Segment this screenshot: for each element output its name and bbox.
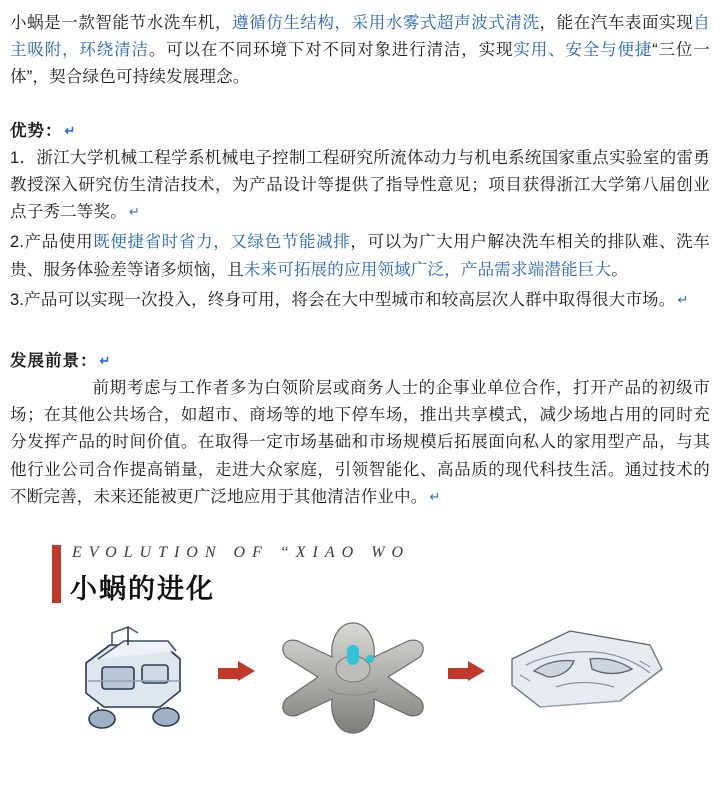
advantage-1-text: 1．浙江大学机械工程学系机械电子控制工程研究所流体动力与机电系统国家重点实验室的雷勇教授深入研究仿生清洁技术，为产品设计等提供了指导性意见；项目获得浙江大学第八届创业点子秀二等奖。: [10, 148, 710, 222]
figure-accent-bar: [52, 545, 61, 603]
advantage-2-seg-1: 既便捷省时省力，又绿色节能减排: [93, 233, 351, 252]
advantage-item-1: [10, 145, 710, 227]
prospect-body-text: 前期考虑与工作者多为白领阶层或商务人士的企事业单位合作，打开产品的初级市场；在其他公共场合，如超市、商场等的地下停车场，推出共享模式，减少场地占用的同时充分发挥产品的时间价值。在取得一定市场基础和市场规模后拓展面向私人的家用型产品，与其他行业公司合作提高销量，走进大众家庭，引领智能化、高品质的现代科技生活。通过技术的不断完善，未来还能被更广泛地应用于其他清洁作业中。: [10, 378, 710, 506]
intro-seg-4: 。可以在不同环境下对不同对象进行清洁，实现: [148, 41, 514, 60]
intro-seg-6: “三位一体”，契合绿色可持续发展理念。: [10, 41, 710, 87]
concept-sketch-flat-shell-device-icon: [500, 615, 675, 735]
pilcrow-mark: ↵: [64, 122, 77, 138]
advantage-heading-text: 优势：: [10, 121, 63, 140]
advantage-item-3: [10, 287, 710, 314]
intro-seg-0: 小蜗是一款智能节水洗车机，: [10, 14, 233, 32]
advantage-heading: [10, 117, 710, 141]
concept-render-star-shaped-device-icon: [268, 615, 438, 740]
arrow-shaft: [448, 668, 470, 679]
product-image-1: [68, 615, 198, 740]
figure-product-row: [10, 615, 710, 750]
arrow-head: [238, 661, 255, 681]
advantage-3-text: 3.产品可以实现一次投入，终身可用，将会在大中型城市和较高层次人群中取得很大市场。: [10, 290, 676, 309]
prospect-heading: [10, 347, 710, 371]
intro-paragraph: [10, 10, 710, 92]
arrow-shaft: [218, 668, 240, 679]
pilcrow-mark: ↵: [677, 291, 689, 307]
pilcrow-mark: ↵: [99, 352, 112, 368]
evolution-figure: [10, 537, 710, 752]
prospect-paragraph: [10, 375, 710, 511]
intro-seg-2: ，能在汽车表面实现: [539, 14, 694, 32]
advantage-2-seg-0: 2.产品使用: [10, 233, 94, 252]
pilcrow-mark: ↵: [429, 488, 441, 504]
intro-seg-3: 自主吸附，环绕清洁: [10, 14, 710, 60]
advantage-item-2: [10, 229, 710, 283]
prospect-heading-text: 发展前景：: [10, 351, 98, 370]
concept-sketch-boxy-washer-icon: [68, 615, 198, 735]
spacer: [10, 317, 710, 335]
figure-title-cn: 小蜗的进化: [70, 574, 215, 605]
advantage-2-seg-4: 。: [611, 260, 628, 279]
intro-seg-1: 遵循仿生结构，采用水雾式超声波式清洗: [232, 14, 540, 32]
product-image-3: [500, 615, 675, 740]
advantage-2-seg-3: 未来可拓展的应用领域广泛，产品需求端潜能巨大: [243, 260, 612, 279]
advantage-2-seg-2: ，可以为广大用户解决洗车相关的排队难、洗车贵、服务体验差等诸多烦恼，且: [10, 233, 711, 279]
spacer: [10, 95, 710, 105]
arrow-head: [468, 661, 485, 681]
pilcrow-mark: ↵: [128, 204, 140, 220]
intro-seg-5: 实用、安全与便捷: [513, 41, 653, 60]
figure-title-en: EVOLUTION OF “XIAO WO: [72, 544, 411, 562]
product-image-2: [268, 615, 438, 745]
